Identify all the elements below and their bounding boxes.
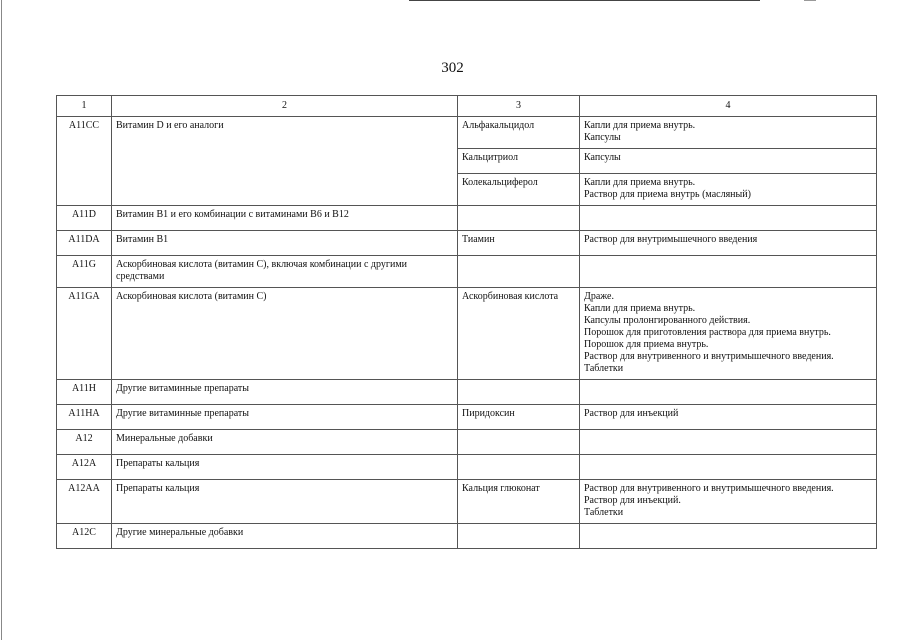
atc-name-cell: Препараты кальция: [112, 455, 458, 480]
drug-name-cell: Колекальциферол: [458, 174, 580, 206]
dosage-forms-cell: [580, 174, 877, 206]
dosage-forms-cell: [580, 206, 877, 231]
column-header: 1: [57, 96, 112, 117]
dosage-forms-cell: [580, 256, 877, 288]
drug-name-cell: Аскорбиновая кислота: [458, 288, 580, 380]
drug-name-cell: [458, 524, 580, 549]
dosage-form-line: Таблетки: [584, 363, 624, 374]
dosage-form-line: Капсулы пролонгированного действия.: [584, 315, 751, 326]
dosage-forms-cell: [580, 524, 877, 549]
atc-name-cell: Аскорбиновая кислота (витамин C): [112, 288, 458, 380]
table-row: [57, 231, 877, 256]
dosage-form-line: Порошок для приготовления раствора для приема внутрь.: [584, 327, 831, 338]
dosage-form-line: Раствор для приема внутрь (масляный): [584, 189, 751, 200]
drug-name-cell: Альфакальцидол: [458, 117, 580, 149]
atc-name-cell: Другие витаминные препараты: [112, 380, 458, 405]
table-row: [57, 405, 877, 430]
table-row: [57, 524, 877, 549]
atc-name-cell: Другие минеральные добавки: [112, 524, 458, 549]
table-header-row: [57, 96, 877, 117]
atc-code-cell: A11CC: [57, 117, 112, 206]
atc-code-cell: A12: [57, 430, 112, 455]
drug-name-cell: [458, 455, 580, 480]
dosage-form-line: Драже.: [584, 291, 614, 302]
dosage-form-line: Капсулы: [584, 152, 621, 163]
drug-name-cell: [458, 256, 580, 288]
atc-code-cell: A11H: [57, 380, 112, 405]
atc-code-cell: A12AA: [57, 480, 112, 524]
table-row: [57, 430, 877, 455]
page-number: 302: [441, 60, 464, 76]
table-row: [57, 455, 877, 480]
atc-name-cell: Витамин B1: [112, 231, 458, 256]
atc-name-cell: Минеральные добавки: [112, 430, 458, 455]
dosage-form-line: Капли для приема внутрь.: [584, 177, 696, 188]
drug-name-cell: Кальцитриол: [458, 149, 580, 174]
dosage-form-line: Капли для приема внутрь.: [584, 303, 696, 314]
drug-name-cell: Кальция глюконат: [458, 480, 580, 524]
table-row: [57, 288, 877, 380]
table-body: [57, 117, 877, 549]
top-mark: [804, 0, 816, 1]
dosage-forms-cell: [580, 149, 877, 174]
column-header: 2: [112, 96, 458, 117]
dosage-form-line: Капсулы: [584, 132, 621, 143]
atc-name-cell: Другие витаминные препараты: [112, 405, 458, 430]
top-rule: [409, 0, 760, 1]
dosage-forms-cell: [580, 380, 877, 405]
dosage-forms-cell: [580, 231, 877, 256]
dosage-form-line: Порошок для приема внутрь.: [584, 339, 709, 350]
dosage-form-line: Таблетки: [584, 507, 624, 518]
dosage-forms-cell: [580, 455, 877, 480]
dosage-form-line: Раствор для инъекций: [584, 408, 679, 419]
atc-code-cell: A11HA: [57, 405, 112, 430]
atc-code-cell: A12A: [57, 455, 112, 480]
table-row: [57, 256, 877, 288]
table-row: [57, 480, 877, 524]
drug-name-cell: Пиридоксин: [458, 405, 580, 430]
dosage-forms-cell: [580, 405, 877, 430]
atc-name-cell: Витамин B1 и его комбинации с витаминами B6 и B12: [112, 206, 458, 231]
atc-name-cell: Аскорбиновая кислота (витамин C), включая комбинации с другими средствами: [112, 256, 458, 288]
atc-name-cell: Препараты кальция: [112, 480, 458, 524]
dosage-forms-cell: [580, 117, 877, 149]
dosage-forms-cell: [580, 288, 877, 380]
table-row: [57, 117, 877, 149]
atc-code-cell: A11GA: [57, 288, 112, 380]
drug-name-cell: [458, 206, 580, 231]
dosage-form-line: Капли для приема внутрь.: [584, 120, 696, 131]
atc-code-cell: A11DA: [57, 231, 112, 256]
dosage-form-line: Раствор для внутривенного и внутримышечного введения.: [584, 351, 834, 362]
drug-name-cell: [458, 430, 580, 455]
column-header: 3: [458, 96, 580, 117]
dosage-form-line: Раствор для внутримышечного введения: [584, 234, 758, 245]
atc-name-cell: Витамин D и его аналоги: [112, 117, 458, 206]
table-row: [57, 380, 877, 405]
atc-code-cell: A11D: [57, 206, 112, 231]
dosage-forms-cell: [580, 480, 877, 524]
drug-name-cell: [458, 380, 580, 405]
drug-table: [56, 95, 877, 549]
drug-name-cell: Тиамин: [458, 231, 580, 256]
column-header: 4: [580, 96, 877, 117]
dosage-forms-cell: [580, 430, 877, 455]
table-row: [57, 206, 877, 231]
page-edge: [1, 0, 2, 640]
dosage-form-line: Раствор для внутривенного и внутримышечного введения.: [584, 483, 834, 494]
dosage-form-line: Раствор для инъекций.: [584, 495, 681, 506]
atc-code-cell: A11G: [57, 256, 112, 288]
atc-code-cell: A12C: [57, 524, 112, 549]
